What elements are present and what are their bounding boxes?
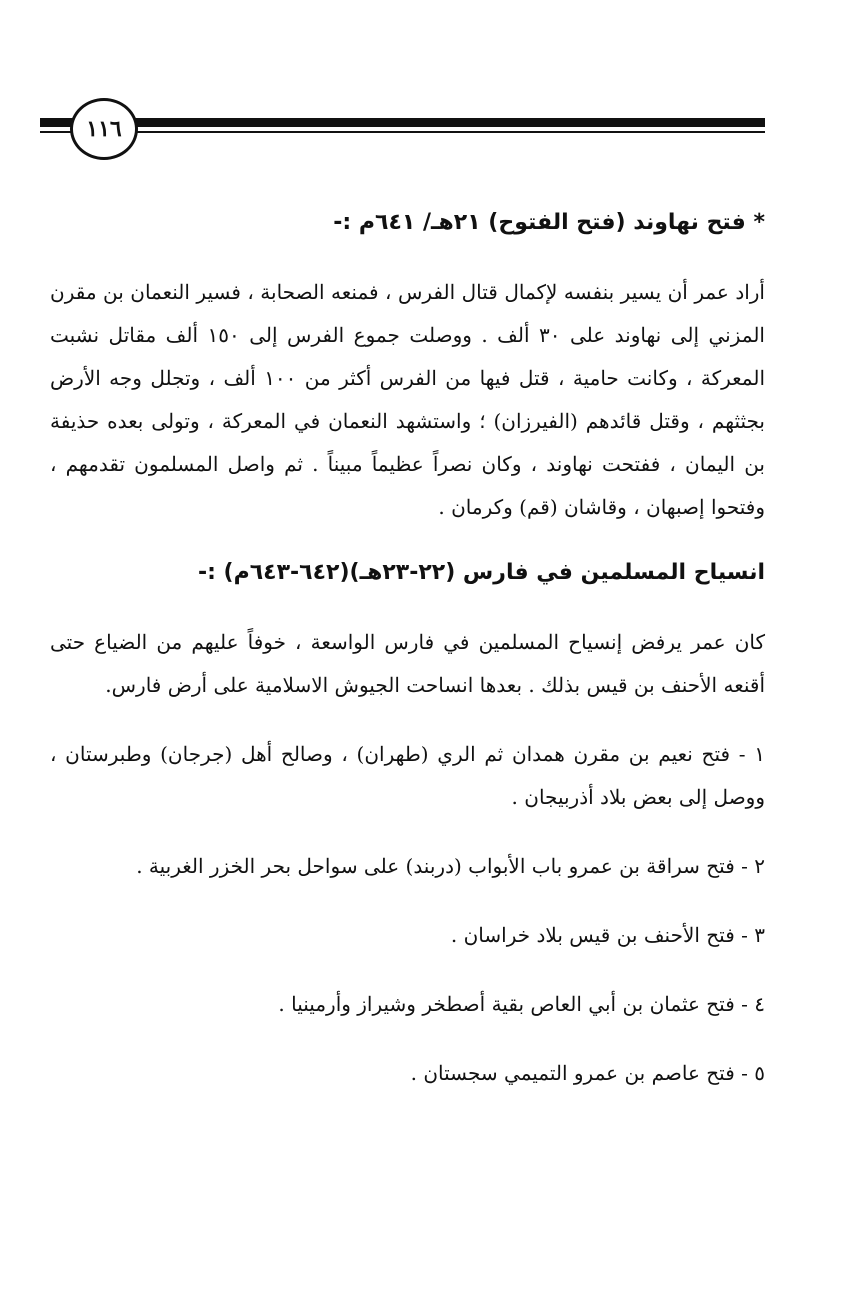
list-item: ٢ - فتح سراقة بن عمرو باب الأبواب (دربند) على سواحل بحر الخزر الغربية .	[136, 854, 765, 878]
page-header	[40, 98, 765, 158]
header-rule-thick	[130, 118, 765, 127]
list-item: ٥ - فتح عاصم بن عمرو التميمي سجستان .	[410, 1061, 765, 1085]
list-item: ٤ - فتح عثمان بن أبي العاص بقية أصطخر وشيراز وأرمينيا .	[278, 992, 765, 1016]
section-heading-expansion: انسياح المسلمين في فارس (٢٢-٢٣هـ)(٦٤٢-٦٤٣م) :-	[197, 560, 765, 585]
header-rule-thin	[130, 131, 765, 133]
paragraph-expansion: كان عمر يرفض إنسياح المسلمين في فارس الواسعة ، خوفاً عليهم من الضياع حتى أقنعه الأحنف بن قيس بذلك . بعدها انساحت الجيوش الاسلامية على أرض فارس.	[50, 630, 765, 697]
list-item: ٣ - فتح الأحنف بن قيس بلاد خراسان .	[450, 923, 765, 947]
page-content	[50, 205, 765, 1121]
conquests-list	[50, 733, 765, 1095]
section-heading-nahavand: * فتح نهاوند (فتح الفتوح) ٢١هـ/ ٦٤١م :-	[333, 210, 765, 235]
list-item: ١ - فتح نعيم بن مقرن همدان ثم الري (طهران) ، وصالح أهل (جرجان) وطبرستان ، ووصل إلى بعض بلاد أذربيجان .	[50, 742, 765, 809]
paragraph-nahavand: أراد عمر أن يسير بنفسه لإكمال قتال الفرس ، فمنعه الصحابة ، فسير النعمان بن مقرن المزني إلى نهاوند على ٣٠ ألف . ووصلت جموع الفرس إلى ١٥٠ ألف مقاتل نشبت المعركة ، وكانت حامية ، قتل فيها من الفرس أكثر من ١٠٠ ألف ، وتجلل وجه الأرض بجثثهم ، وقتل قائدهم (الفيرزان) ؛ واستشهد النعمان في المعركة ، وتولى بعده حذيفة بن اليمان ، ففتحت نهاوند ، وكان نصراً عظيماً مبيناً . ثم واصل المسلمون تقدمهم ، وفتحوا إصبهان ، وقاشان (قم) وكرمان .	[50, 280, 766, 519]
page-number: ١١٦	[70, 98, 138, 160]
